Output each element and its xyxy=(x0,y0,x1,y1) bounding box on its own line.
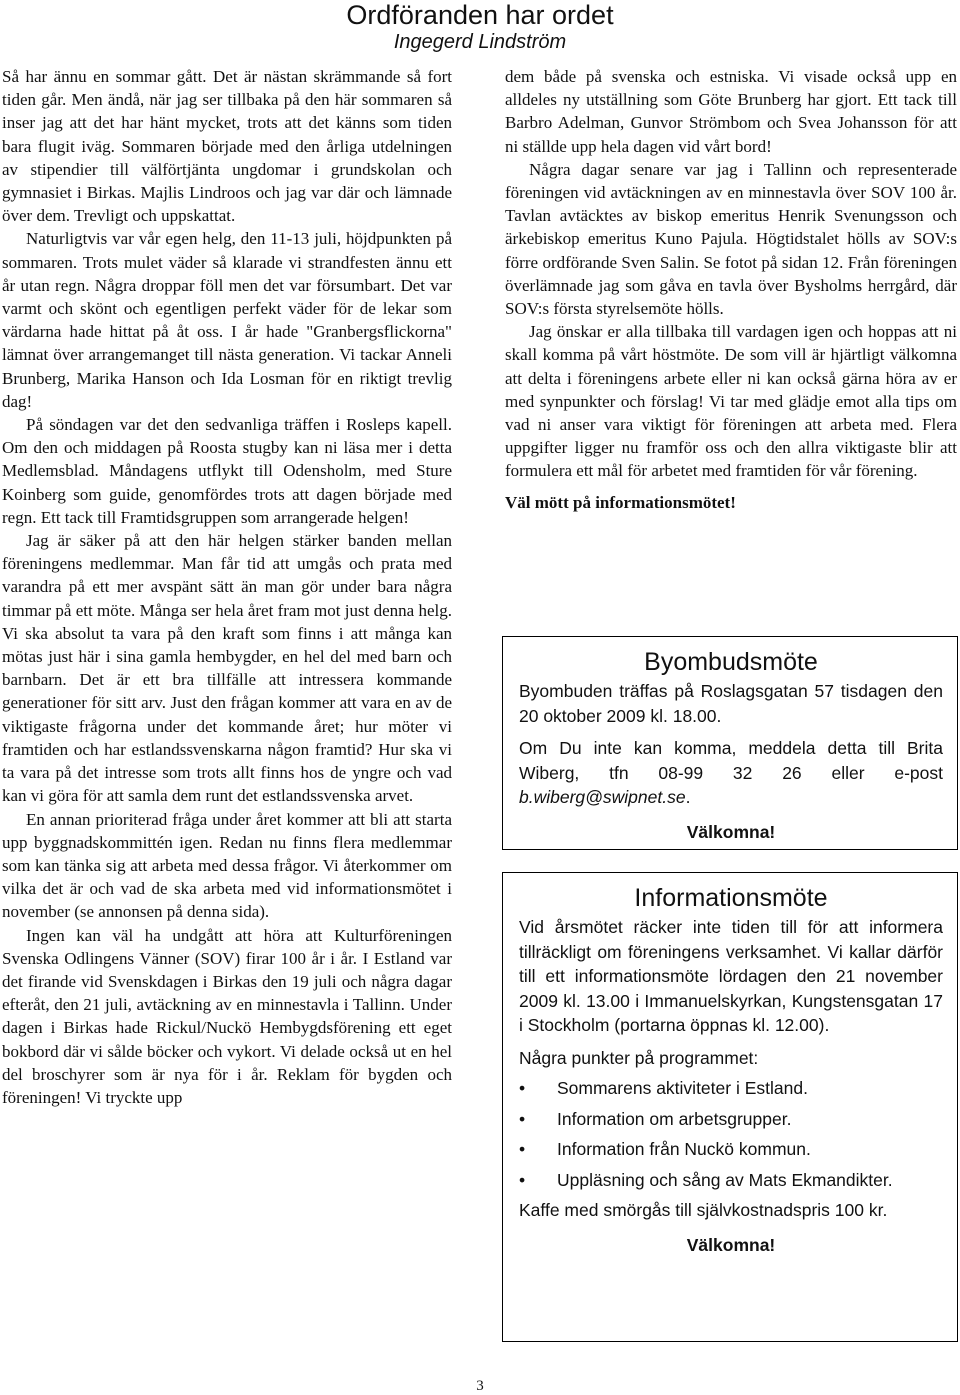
paragraph: Jag är säker på att den här helgen stärker banden mellan föreningens medlemmar. Man får tid att umgås och prata med varandra på ett mer avspänt sätt än man gör under bara några timmar på ett möte. Många ser hela året fram mot just denna helg. Vi ska absolut ta vara på den kraft som finns i att många kan mötas just här i sina gamla hembygder, en hel del med barn och barnbarn. Det är ett bra tillfälle att intressera kommande generationer för sitt arv. Just den frågan kommer att vara en av de viktigaste frågorna under det kommande året; hur möter vi framtiden och har estlandssvenskarna någon framtid? Hur ska vi ta vara på det intresse som trots allt finns hos de yngre och vad kan vi göra för att samla dem runt det estlandssvenska arvet. xyxy=(2,531,452,806)
bullet-icon: • xyxy=(519,1169,526,1190)
welcome-text: Välkomna! xyxy=(686,821,776,842)
paragraph: dem både på svenska och estniska. Vi visade också upp en alldeles ny utställning som Göte Brunberg har gjort. Ett tack till Barbro Adelman, Gunvor Strömbom och Svea Johansson för att ni ställde upp hela dagen vid vårt bord! xyxy=(505,67,957,156)
paragraph: Några dagar senare var jag i Tallinn och representerade föreningen vid avtäckningen av en minnestavla över SOV 100 år. Tavlan avtäcktes av biskop emeritus Henrik Svenungsson och ärkebiskop emeritus Kuno Pajula. Högtidstalet hölls av SOV:s förre ordförande Sven Salin. Se fotot på sidan 12. Från föreningen överlämnade jag som gåva en tavla över Bysholms herrgård, där SOV:s första styrelsemöte hölls. xyxy=(505,159,957,319)
paragraph: En annan prioriterad fråga under året kommer att bli att starta upp byggnadskommittén igen. Redan nu finns flera medlemmar som kan tänka sig att arbeta med dessa frågor. Vi återkommer om vilka det är och vad de ska arbeta med vid informationsmötet i november (se annonsen på denna sida). xyxy=(2,809,452,922)
list-item-text: Sommarens aktiviteter i Estland. xyxy=(557,1078,808,1098)
article-title: Ordföranden har ordet xyxy=(346,0,614,30)
list-item xyxy=(519,1137,943,1162)
paragraph: Ingen kan väl ha undgått att höra att Kulturföreningen Svenska Odlingens Vänner (SOV) firar 100 år i år. I Estland var det firande vid Svenskdagen i Birkas den 19 juli och några dagar efteråt, den 21 juli, avtäckning av en minnestavla i Tallinn. Under dagen i Birkas hade Rickul/Nuckö Hembygdsförening ett eget bokbord där vi sålde böcker och vykort. Vi delade också ut en hel del broschyrer som är nya för i år. Reklam för bygden och föreningen! Vi tryckte upp xyxy=(2,925,452,1107)
list-item-text: Information om arbetsgrupper. xyxy=(557,1108,792,1129)
meeting-details: Byombuden träffas på Roslagsgatan 57 tisdagen den 20 oktober 2009 kl. 18.00. xyxy=(519,681,943,726)
meeting-description: Vid årsmötet räcker inte tiden till för att informera tillräckligt om föreningens verksamhet. Vi kallar därför till ett informationsmöte lördagen den 21 november 2009 kl. 13.00 i Immanuelskyrkan, Kungstensgatan 17 i Stockholm (portarna öppnas kl. 12.00). xyxy=(519,917,943,1035)
page-number: 3 xyxy=(476,1378,484,1394)
list-item xyxy=(519,1076,943,1101)
list-item xyxy=(519,1168,943,1193)
paragraph: Naturligtvis var vår egen helg, den 11-13 juli, höjdpunkten på sommaren. Trots mulet väder så klarade vi strandfesten ännu ett år utan regn. Några droppar föll men det var försumbart. Det var varmt och skönt och egentligen perfekt väder för de lekar som värdarna hade hittat på åt oss. I år hade "Granbergsflickorna" lämnat över arrangemanget till nästa generation. Vi tackar Anneli Brunberg, Marika Hanson och Ida Losman för en riktigt trevlig dag! xyxy=(2,229,452,411)
closing-line: Väl mött på informationsmötet! xyxy=(505,492,736,512)
bullet-icon: • xyxy=(519,1139,526,1159)
email-address: b.wiberg@swipnet.se xyxy=(519,787,686,807)
paragraph: Så har ännu en sommar gått. Det är nästan skrämmande så fort tiden går. Men ändå, när jag ser tillbaka på den här sommaren så inser jag att det har hänt mycket, trots att det känns som tiden bara flugit iväg. Sommaren började med den årliga utdelningen av stipendier till välförtjänta ungdomar i grundskolan och gymnasiet i Birkas. Majlis Lindroos och jag var där och lämnade över dem. Trevligt och uppskattat. xyxy=(2,67,452,226)
byombud-meeting-box xyxy=(502,636,958,850)
paragraph: På söndagen var det den sedvanliga träffen i Rosleps kapell. Om den och middagen på Roosta stugby kan ni läsa mer i detta Medlemsblad. Måndagens utflykt till Odensholm, med Sture Koinberg som guide, genomfördes trots att dagen började med regn. Ett tack till Framtidsgruppen som arrangerade helgen! xyxy=(2,415,452,527)
welcome-text: Välkomna! xyxy=(686,1234,776,1255)
coffee-text: Kaffe med smörgås till självkostnadspris 100 kr. xyxy=(519,1200,888,1220)
list-item-text: Uppläsning och sång av Mats Ekmandikter. xyxy=(557,1169,893,1190)
list-item-text: Information från Nuckö kommun. xyxy=(557,1139,811,1159)
bullet-icon: • xyxy=(519,1108,526,1129)
program-list xyxy=(519,1076,943,1192)
contact-instructions: Om Du inte kan komma, meddela detta till Brita Wiberg, tfn 08-99 32 26 eller e-post xyxy=(519,738,943,783)
article-author: Ingegerd Lindström xyxy=(393,31,567,53)
program-intro: Några punkter på programmet: xyxy=(519,1047,759,1068)
email-suffix: . xyxy=(685,787,691,807)
list-item xyxy=(519,1107,943,1132)
box-heading: Informationsmöte xyxy=(634,884,828,912)
right-column xyxy=(505,65,957,514)
box-heading: Byombudsmöte xyxy=(644,648,818,676)
left-column xyxy=(2,65,452,1109)
contact-text xyxy=(519,736,943,810)
bullet-icon: • xyxy=(519,1078,526,1098)
paragraph: Jag önskar er alla tillbaka till vardagen igen och hoppas att ni skall komma på vårt höstmöte. De som vill är hjärtligt välkomna att delta i föreningens arbete eller ni kan också gärna höra av er med synpunkter och förslag! Vi tar med glädje emot alla tips om vad ni anser vara viktigt för föreningen att arbeta med. Flera uppgifter ligger nu framför oss och den allra viktigaste blir att formulera ett mål för arbetet med framtiden för vår förening. xyxy=(505,322,957,481)
information-meeting-box xyxy=(502,872,958,1342)
